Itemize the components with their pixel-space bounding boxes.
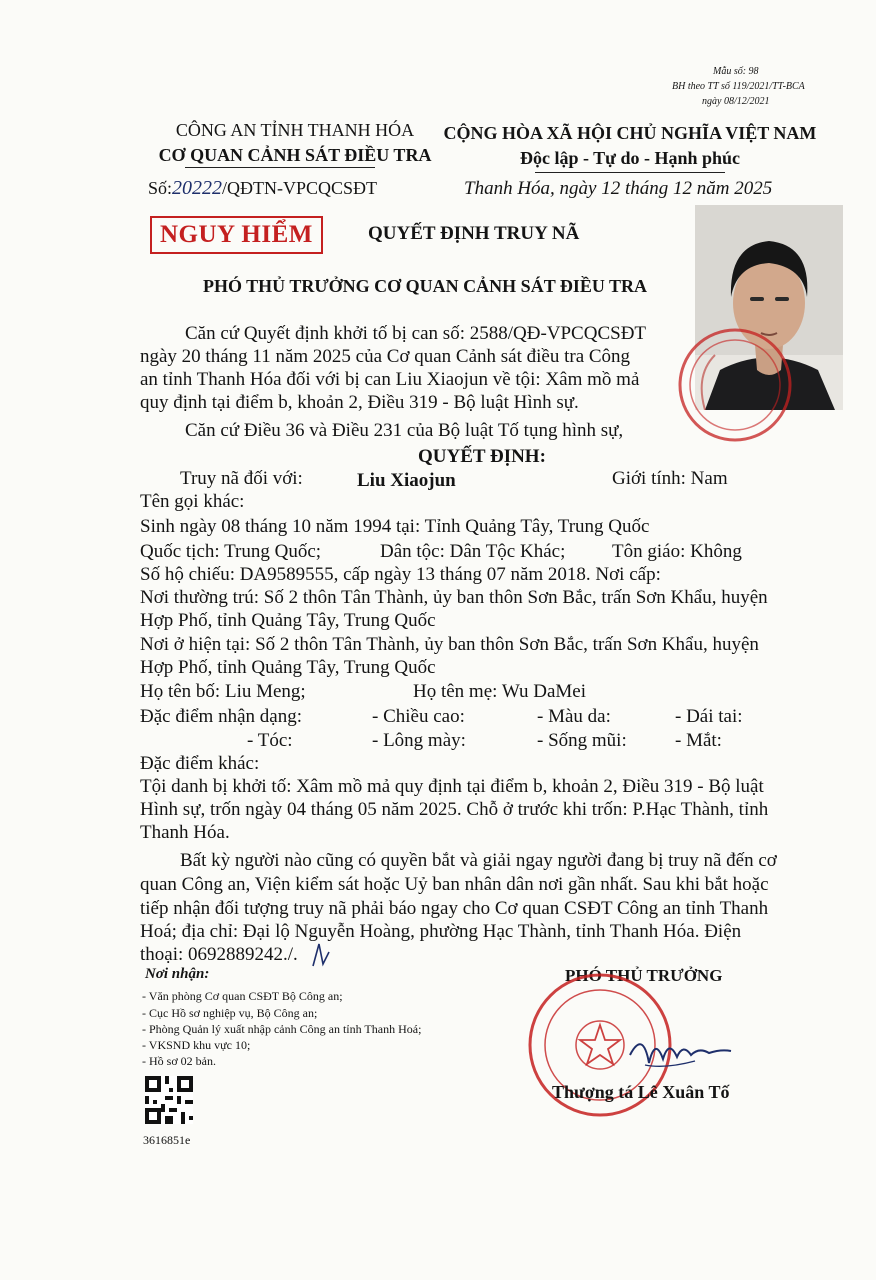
doc-number [148,177,377,200]
decision-heading: QUYẾT ĐỊNH: [418,446,546,467]
recipient-item: - Hồ sơ 02 bản. [142,1054,217,1068]
form-ref-line1: Mẫu số: 98 [713,66,759,77]
agency-name: CÔNG AN TỈNH THANH HÓA [175,120,415,140]
form-ref-line3: ngày 08/12/2021 [702,96,770,107]
recipient-item: - Phòng Quản lý xuất nhập cảnh Công an tỉnh Thanh Hoá; [142,1022,422,1036]
notice-line-5: thoại: 0692889242./. [140,944,298,965]
ethnicity: Dân tộc: Dân Tộc Khác; [380,541,566,562]
danger-stamp: NGUY HIỂM [150,216,323,254]
passport-info: Số hộ chiếu: DA9589555, cấp ngày 13 tháng 07 năm 2018. Nơi cấp: [140,564,661,585]
handwritten-signature [625,1025,735,1075]
mother-name: Họ tên mẹ: Wu DaMei [413,681,587,702]
suspect-name: Liu Xiaojun [357,470,456,491]
doc-number-handwritten: 20222 [172,177,223,199]
recipient-item: - Cục Hồ sơ nghiệp vụ, Bộ Công an; [142,1006,318,1020]
issuer-title: PHÓ THỦ TRƯỞNG CƠ QUAN CẢNH SÁT ĐIỀU TRA [203,276,648,296]
feature-ear: - Dái tai: [675,706,743,727]
gender: Giới tính: Nam [612,468,728,489]
feature-brow: - Lông mày: [372,730,466,751]
permanent-address-line-1: Nơi thường trú: Số 2 thôn Tân Thành, ủy ban thôn Sơn Bắc, trấn Sơn Khẩu, huyện [140,587,768,608]
notice-line-4: Hoá; địa chỉ: Đại lộ Nguyễn Hoàng, phường Hạc Thành, tỉnh Thanh Hóa. Điện [140,921,742,942]
date-place: Thanh Hóa, ngày 12 tháng 12 năm 2025 [464,178,773,199]
basis-line-1: Căn cứ Quyết định khởi tố bị can số: 2588/QĐ-VPCQCSĐT [185,323,647,344]
agency-unit: CƠ QUAN CẢNH SÁT ĐIỀU TRA [158,145,432,165]
wanted-label: Truy nã đối với: [180,468,303,489]
basis-line-3: an tỉnh Thanh Hóa đối với bị can Liu Xiaojun về tội: Xâm mồ mả [140,369,640,390]
alias: Tên gọi khác: [140,491,245,512]
feature-height: - Chiều cao: [372,706,465,727]
qr-code [145,1076,193,1124]
other-features: Đặc điểm khác: [140,753,260,774]
religion: Tôn giáo: Không [612,541,742,562]
current-address-line-1: Nơi ở hiện tại: Số 2 thôn Tân Thành, ủy ban thôn Sơn Bắc, trấn Sơn Khẩu, huyện [140,634,759,655]
recipients-heading: Nơi nhận: [145,966,210,982]
signer-role: PHÓ THỦ TRƯỞNG [565,966,723,985]
crime-line-2: Hình sự, trốn ngày 04 tháng 05 năm 2025. Chỗ ở trước khi trốn: P.Hạc Thành, tỉnh [140,799,769,820]
initial-mark [305,938,335,970]
official-seal-partial [675,320,795,450]
motto-underline [535,172,725,173]
notice-line-3: tiếp nhận đối tượng truy nã phải báo ngay cho Cơ quan CSĐT Công an tỉnh Thanh [140,898,769,919]
signer-name: Thượng tá Lê Xuân Tố [552,1082,730,1102]
birth-info: Sinh ngày 08 tháng 10 năm 1994 tại: Tỉnh Quảng Tây, Trung Quốc [140,516,650,537]
notice-line-1: Bất kỳ người nào cũng có quyền bắt và giải ngay người đang bị truy nã đến cơ [180,850,777,871]
feature-nose: - Sống mũi: [537,730,627,751]
basis-line-2: ngày 20 tháng 11 năm 2025 của Cơ quan Cảnh sát điều tra Công [140,346,631,367]
nation-title: CỘNG HÒA XÃ HỘI CHỦ NGHĨA VIỆT NAM [443,123,817,143]
recipient-item: - Văn phòng Cơ quan CSĐT Bộ Công an; [142,989,343,1003]
nation-motto: Độc lập - Tự do - Hạnh phúc [519,148,741,168]
document-code: 3616851e [143,1133,191,1147]
feature-hair: - Tóc: [247,730,293,751]
doc-number-prefix: Số: [148,178,173,198]
recipient-item: - VKSND khu vực 10; [142,1038,251,1052]
document-title: QUYẾT ĐỊNH TRUY NÃ [368,223,580,244]
crime-line-1: Tội danh bị khởi tố: Xâm mồ mả quy định tại điểm b, khoản 2, Điều 319 - Bộ luật [140,776,764,797]
feature-eyes: - Mắt: [675,730,722,751]
agency-underline [185,167,375,168]
permanent-address-line-2: Hợp Phố, tỉnh Quảng Tây, Trung Quốc [140,610,436,631]
form-ref-line2: BH theo TT số 119/2021/TT-BCA [672,81,805,92]
current-address-line-2: Hợp Phố, tỉnh Quảng Tây, Trung Quốc [140,657,436,678]
nationality: Quốc tịch: Trung Quốc; [140,541,322,562]
basis-line-5: Căn cứ Điều 36 và Điều 231 của Bộ luật Tố tụng hình sự, [185,420,624,441]
feature-skin: - Màu da: [537,706,611,727]
notice-line-2: quan Công an, Viện kiểm sát hoặc Uỷ ban nhân dân nơi gần nhất. Sau khi bắt hoặc [140,874,769,895]
father-name: Họ tên bố: Liu Meng; [140,681,306,702]
features-label: Đặc điểm nhận dạng: [140,706,302,727]
crime-line-3: Thanh Hóa. [140,822,230,843]
doc-number-suffix: /QĐTN-VPCQCSĐT [222,178,378,198]
basis-line-4: quy định tại điểm b, khoản 2, Điều 319 - Bộ luật Hình sự. [140,392,579,413]
